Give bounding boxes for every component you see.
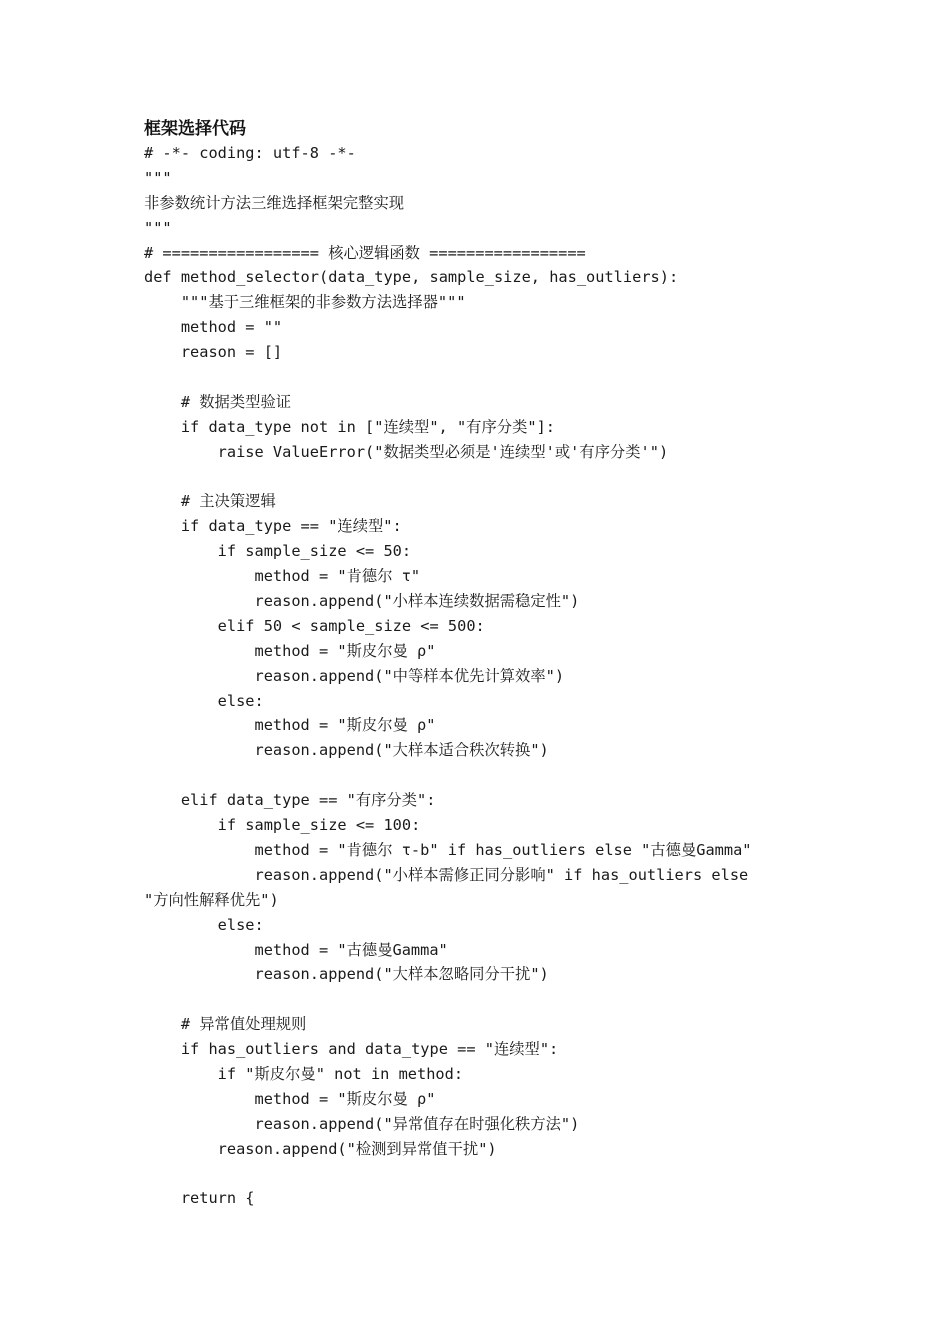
code-line: if data_type == "连续型": (144, 517, 402, 536)
code-line: if has_outliers and data_type == "连续型": (144, 1040, 559, 1059)
code-line (144, 365, 844, 390)
code-line: method = "斯皮尔曼 ρ" (144, 1089, 436, 1108)
code-line: elif 50 < sample_size <= 500: (144, 616, 485, 635)
code-line: # 数据类型验证 (144, 392, 292, 411)
code-line: # 主决策逻辑 (144, 492, 276, 511)
code-line: if sample_size <= 50: (144, 542, 412, 561)
code-line (144, 763, 844, 788)
code-line: reason.append("小样本需修正同分影响" if has_outliers else (144, 865, 749, 884)
code-line: else: (144, 691, 264, 710)
code-line: else: (144, 915, 264, 934)
code-line: reason.append("检测到异常值干扰") (144, 1139, 497, 1158)
code-line: if data_type not in ["连续型", "有序分类"]: (144, 417, 555, 436)
code-line: method = "斯皮尔曼 ρ" (144, 641, 436, 660)
code-line: method = "古德曼Gamma" (144, 940, 448, 959)
code-line: raise ValueError("数据类型必须是'连续型'或'有序分类'") (144, 442, 669, 461)
code-line: """ (144, 168, 172, 187)
code-line: reason.append("大样本适合秩次转换") (144, 741, 549, 760)
code-line: method = "肯德尔 τ" (144, 567, 421, 586)
code-line: """基于三维框架的非参数方法选择器""" (144, 293, 466, 312)
code-line: elif data_type == "有序分类": (144, 791, 436, 810)
code-line (144, 465, 844, 490)
code-line: method = "肯德尔 τ-b" if has_outliers else "古德曼Gamma" (144, 840, 752, 859)
code-block (144, 141, 844, 1211)
code-line: method = "" (144, 318, 283, 337)
code-line: "方向性解释优先") (144, 890, 279, 909)
code-line: method = "斯皮尔曼 ρ" (144, 716, 436, 735)
code-line: reason.append("大样本忽略同分干扰") (144, 965, 549, 984)
code-line: # -*- coding: utf-8 -*- (144, 144, 356, 162)
code-line: if "斯皮尔曼" not in method: (144, 1064, 464, 1083)
code-line (144, 1162, 844, 1187)
code-line: return { (144, 1189, 255, 1208)
code-line: # ================= 核心逻辑函数 ================= (144, 243, 586, 262)
code-line: reason = [] (144, 343, 283, 362)
code-line: 非参数统计方法三维选择框架完整实现 (144, 193, 405, 212)
code-line (144, 987, 844, 1012)
code-line: reason.append("中等样本优先计算效率") (144, 666, 565, 685)
code-line: # 异常值处理规则 (144, 1015, 307, 1034)
code-line: """ (144, 218, 172, 237)
code-line: reason.append("小样本连续数据需稳定性") (144, 592, 580, 611)
code-line: reason.append("异常值存在时强化秩方法") (144, 1114, 580, 1133)
code-line: if sample_size <= 100: (144, 816, 421, 835)
document-title: 框架选择代码 (144, 119, 246, 139)
code-line: def method_selector(data_type, sample_size, has_outliers): (144, 268, 679, 287)
